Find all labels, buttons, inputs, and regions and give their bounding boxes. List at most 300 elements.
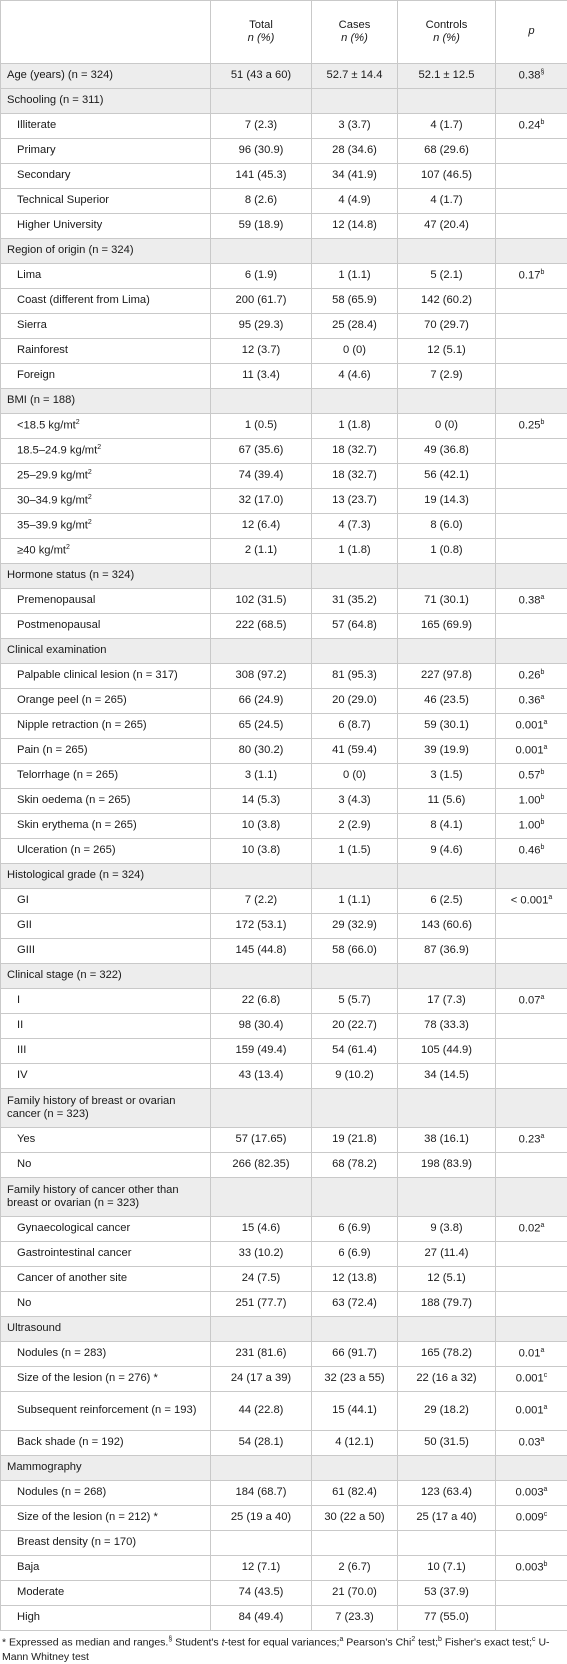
table-row <box>1 264 567 289</box>
p-value-cell-text: 0.009 <box>516 1512 544 1524</box>
p-value-cell <box>496 1317 567 1342</box>
total-cell <box>211 739 312 764</box>
cases-cell-text: 5 (5.7) <box>338 994 370 1006</box>
controls-cell-text: 142 (60.2) <box>421 294 472 306</box>
cases-cell <box>312 289 398 314</box>
unit-superscript: 2 <box>88 519 92 526</box>
p-value-cell <box>496 739 567 764</box>
unit-superscript: 2 <box>66 544 70 551</box>
row-label-cell-text: Size of the lesion (n = 276) * <box>17 1372 158 1384</box>
controls-cell <box>398 164 496 189</box>
cases-cell-text: 61 (82.4) <box>332 1486 377 1498</box>
controls-cell <box>398 1267 496 1292</box>
controls-cell-text: 11 (5.6) <box>428 794 466 806</box>
row-label-cell <box>1 1178 211 1217</box>
controls-cell <box>398 814 496 839</box>
total-cell-text: 57 (17.65) <box>236 1133 287 1145</box>
p-value-cell <box>496 364 567 389</box>
row-label-cell <box>1 589 211 614</box>
cases-cell <box>312 1431 398 1456</box>
p-value-cell <box>496 1531 567 1556</box>
p-value-cell <box>496 639 567 664</box>
cases-cell-text: 28 (34.6) <box>332 144 377 156</box>
cases-cell <box>312 664 398 689</box>
controls-cell <box>398 1556 496 1581</box>
p-value-cell <box>496 1392 567 1431</box>
controls-cell <box>398 1531 496 1556</box>
p-value-cell <box>496 1039 567 1064</box>
total-cell <box>211 1606 312 1631</box>
total-cell-text: 10 (3.8) <box>242 844 281 856</box>
row-label-cell-text: Family history of breast or ovarian cancer (n = 323) <box>7 1095 176 1120</box>
total-cell-text: 3 (1.1) <box>245 769 277 781</box>
controls-cell-text: 9 (4.6) <box>430 844 462 856</box>
p-value-cell <box>496 1431 567 1456</box>
row-label-cell <box>1 889 211 914</box>
row-label-cell-text: Sierra <box>17 319 47 331</box>
cases-cell <box>312 1178 398 1217</box>
cases-cell-text: 1 (1.1) <box>338 894 370 906</box>
row-label-cell-text: Mammography <box>7 1461 82 1473</box>
table-row <box>1 1014 567 1039</box>
row-label-cell <box>1 1217 211 1242</box>
controls-cell-text: 52.1 ± 12.5 <box>419 69 475 81</box>
total-cell-text: 11 (3.4) <box>242 369 280 381</box>
controls-cell <box>398 239 496 264</box>
footnote-sup: a <box>339 1636 343 1643</box>
total-cell <box>211 914 312 939</box>
row-label-cell-text: Region of origin (n = 324) <box>7 244 134 256</box>
row-label-cell-text: Gastrointestinal cancer <box>17 1247 131 1259</box>
controls-cell-text: 25 (17 a 40) <box>416 1511 476 1523</box>
row-label-cell-text: 25–29.9 kg/mt <box>17 470 88 482</box>
table-row <box>1 1242 567 1267</box>
total-cell-text: 12 (3.7) <box>242 344 281 356</box>
row-label-cell-text: 18.5–24.9 kg/mt <box>17 445 97 457</box>
table-body <box>1 64 567 1631</box>
row-label-cell <box>1 564 211 589</box>
cases-cell-text: 66 (91.7) <box>332 1347 377 1359</box>
controls-cell <box>398 1581 496 1606</box>
total-cell-text: 32 (17.0) <box>239 494 284 506</box>
section-row <box>1 564 567 589</box>
total-cell-text: 51 (43 a 60) <box>231 69 291 81</box>
controls-cell <box>398 639 496 664</box>
test-superscript: b <box>540 794 544 801</box>
test-superscript: a <box>544 1404 548 1411</box>
p-value-cell-text: 0.001 <box>516 1405 544 1417</box>
total-cell-text: 141 (45.3) <box>236 169 287 181</box>
total-cell-text: 12 (6.4) <box>242 519 281 531</box>
controls-cell <box>398 389 496 414</box>
total-cell <box>211 1431 312 1456</box>
p-value-cell <box>496 339 567 364</box>
cases-cell-text: 21 (70.0) <box>332 1586 377 1598</box>
row-label-cell <box>1 489 211 514</box>
row-label-cell-text: Hormone status (n = 324) <box>7 569 134 581</box>
total-cell-text: 96 (30.9) <box>239 144 284 156</box>
row-label-cell-text: Telorrhage (n = 265) <box>17 769 118 781</box>
section-row <box>1 389 567 414</box>
cases-cell <box>312 1217 398 1242</box>
row-label-cell <box>1 139 211 164</box>
footnote-sup: 2 <box>411 1636 415 1643</box>
row-label-cell-text: Cancer of another site <box>17 1272 127 1284</box>
cases-cell <box>312 264 398 289</box>
controls-cell-text: 9 (3.8) <box>430 1222 462 1234</box>
row-label-cell-text: Illiterate <box>17 119 56 131</box>
total-cell <box>211 1367 312 1392</box>
table-row <box>1 1481 567 1506</box>
total-cell-text: 12 (7.1) <box>242 1561 281 1573</box>
p-value-cell-text: 0.001 <box>516 1373 544 1385</box>
total-cell-text: 1 (0.5) <box>245 419 277 431</box>
cases-cell-text: 19 (21.8) <box>332 1133 377 1145</box>
cases-cell-text: 32 (23 a 55) <box>324 1372 384 1384</box>
p-value-cell-text: 0.02 <box>519 1223 541 1235</box>
cases-cell <box>312 789 398 814</box>
cases-cell <box>312 1039 398 1064</box>
p-value-cell <box>496 1456 567 1481</box>
p-value-cell <box>496 1606 567 1631</box>
row-label-cell-text: 35–39.9 kg/mt <box>17 520 88 532</box>
p-value-cell <box>496 939 567 964</box>
footnote-sup: § <box>168 1636 172 1643</box>
test-superscript: c <box>544 1511 548 1518</box>
total-cell <box>211 1506 312 1531</box>
section-row <box>1 1456 567 1481</box>
test-superscript: b <box>540 769 544 776</box>
cases-cell-text: 7 (23.3) <box>335 1611 374 1623</box>
section-row <box>1 1178 567 1217</box>
row-label-cell-text: Technical Superior <box>17 194 109 206</box>
total-cell-text: 231 (81.6) <box>236 1347 287 1359</box>
p-value-cell <box>496 814 567 839</box>
p-value-cell-text: 1.00 <box>519 795 541 807</box>
controls-cell-text: 53 (37.9) <box>424 1586 469 1598</box>
total-cell-text: 8 (2.6) <box>245 194 277 206</box>
total-cell <box>211 314 312 339</box>
table-row <box>1 1217 567 1242</box>
cases-cell-text: 3 (3.7) <box>338 119 370 131</box>
table-row <box>1 1392 567 1431</box>
footnote-text: * Expressed as median and ranges. <box>2 1637 168 1649</box>
total-cell <box>211 814 312 839</box>
table-row <box>1 739 567 764</box>
total-cell <box>211 364 312 389</box>
controls-cell-text: 165 (69.9) <box>421 619 472 631</box>
row-label-cell-text: Orange peel (n = 265) <box>17 694 127 706</box>
row-label-cell <box>1 1014 211 1039</box>
total-cell <box>211 1089 312 1128</box>
total-cell <box>211 1178 312 1217</box>
table-row <box>1 539 567 564</box>
cases-cell <box>312 539 398 564</box>
footnote-text: Student's <box>172 1637 221 1649</box>
controls-cell <box>398 789 496 814</box>
total-cell-text: 98 (30.4) <box>239 1019 284 1031</box>
table-row <box>1 364 567 389</box>
p-value-cell <box>496 189 567 214</box>
table-row <box>1 514 567 539</box>
controls-cell <box>398 414 496 439</box>
table-row <box>1 1342 567 1367</box>
cases-cell <box>312 939 398 964</box>
controls-cell <box>398 589 496 614</box>
controls-cell <box>398 1153 496 1178</box>
total-cell <box>211 89 312 114</box>
footnote-text: test; <box>415 1637 438 1649</box>
row-label-cell <box>1 639 211 664</box>
p-value-cell <box>496 989 567 1014</box>
controls-cell <box>398 1178 496 1217</box>
controls-cell <box>398 364 496 389</box>
p-value-cell-text: < 0.001 <box>511 895 549 907</box>
table-row <box>1 1064 567 1089</box>
total-cell <box>211 939 312 964</box>
controls-cell-text: 22 (16 a 32) <box>416 1372 476 1384</box>
controls-cell <box>398 214 496 239</box>
controls-cell-text: 38 (16.1) <box>424 1133 469 1145</box>
p-value-cell-text: 0.38 <box>519 70 541 82</box>
table-row <box>1 1606 567 1631</box>
controls-cell <box>398 114 496 139</box>
row-label-cell <box>1 89 211 114</box>
unit-superscript: 2 <box>76 419 80 426</box>
table-row <box>1 1039 567 1064</box>
controls-cell <box>398 739 496 764</box>
row-label-cell-text: Premenopausal <box>17 594 95 606</box>
row-label-cell <box>1 1039 211 1064</box>
cases-cell-text: 31 (35.2) <box>332 594 377 606</box>
p-value-cell <box>496 239 567 264</box>
row-label-cell <box>1 64 211 89</box>
section-row <box>1 64 567 89</box>
row-label-cell-text: ≥40 kg/mt <box>17 545 66 557</box>
cases-cell <box>312 589 398 614</box>
total-cell <box>211 1217 312 1242</box>
cases-cell <box>312 714 398 739</box>
section-row <box>1 964 567 989</box>
controls-cell-text: 198 (83.9) <box>421 1158 472 1170</box>
row-label-cell-text: GII <box>17 919 32 931</box>
test-superscript: a <box>540 694 544 701</box>
row-label-cell-text: Yes <box>17 1133 35 1145</box>
total-cell-text: 159 (49.4) <box>236 1044 287 1056</box>
cases-cell <box>312 1242 398 1267</box>
table-row <box>1 214 567 239</box>
controls-cell-text: 8 (4.1) <box>430 819 462 831</box>
controls-cell-text: 71 (30.1) <box>424 594 469 606</box>
cases-cell-text: 2 (6.7) <box>338 1561 370 1573</box>
total-cell <box>211 264 312 289</box>
controls-cell-text: 47 (20.4) <box>424 219 469 231</box>
row-label-cell-text: Foreign <box>17 369 55 381</box>
row-label-cell <box>1 789 211 814</box>
row-label-cell <box>1 214 211 239</box>
row-label-cell <box>1 1064 211 1089</box>
row-label-cell <box>1 1531 211 1556</box>
p-value-cell <box>496 1128 567 1153</box>
controls-cell-text: 12 (5.1) <box>427 1272 466 1284</box>
row-label-cell-text: GI <box>17 894 29 906</box>
test-superscript: b <box>540 419 544 426</box>
controls-cell-text: 68 (29.6) <box>424 144 469 156</box>
section-row <box>1 1317 567 1342</box>
controls-cell-text: 107 (46.5) <box>421 169 472 181</box>
row-label-cell-text: BMI (n = 188) <box>7 394 75 406</box>
total-cell-text: 25 (19 a 40) <box>231 1511 291 1523</box>
p-value-cell <box>496 1342 567 1367</box>
total-cell-text: 74 (39.4) <box>239 469 284 481</box>
controls-cell-text: 6 (2.5) <box>430 894 462 906</box>
total-cell-text: 184 (68.7) <box>236 1486 287 1498</box>
cases-cell <box>312 864 398 889</box>
p-value-cell-text: 0.57 <box>519 770 541 782</box>
total-cell <box>211 514 312 539</box>
row-label-cell-text: Back shade (n = 192) <box>17 1436 124 1448</box>
cases-cell <box>312 89 398 114</box>
controls-cell <box>398 339 496 364</box>
cases-cell <box>312 514 398 539</box>
row-label-cell <box>1 264 211 289</box>
total-cell <box>211 1039 312 1064</box>
row-label-cell <box>1 1128 211 1153</box>
cases-cell <box>312 764 398 789</box>
row-label-cell-text: No <box>17 1158 31 1170</box>
p-value-cell-text: 0.46 <box>519 845 541 857</box>
row-label-cell-text: Postmenopausal <box>17 619 100 631</box>
cases-cell <box>312 889 398 914</box>
header-variable <box>1 1 211 64</box>
controls-cell <box>398 889 496 914</box>
cases-cell-text: 25 (28.4) <box>332 319 377 331</box>
total-cell <box>211 189 312 214</box>
cases-cell-text: 6 (6.9) <box>338 1247 370 1259</box>
controls-cell <box>398 464 496 489</box>
p-value-cell <box>496 1064 567 1089</box>
row-label-cell <box>1 314 211 339</box>
test-superscript: a <box>544 744 548 751</box>
controls-cell <box>398 289 496 314</box>
table-row <box>1 764 567 789</box>
controls-cell <box>398 89 496 114</box>
cases-cell-text: 20 (29.0) <box>332 694 377 706</box>
total-cell <box>211 839 312 864</box>
controls-cell-text: 17 (7.3) <box>427 994 466 1006</box>
p-value-cell <box>496 439 567 464</box>
cases-cell <box>312 114 398 139</box>
row-label-cell <box>1 389 211 414</box>
p-value-cell <box>496 789 567 814</box>
row-label-cell <box>1 739 211 764</box>
row-label-cell <box>1 1089 211 1128</box>
row-label-cell-text: Subsequent reinforcement (n = 193) <box>17 1404 196 1416</box>
total-cell <box>211 539 312 564</box>
controls-cell <box>398 914 496 939</box>
cases-cell-text: 4 (4.9) <box>338 194 370 206</box>
controls-cell-text: 8 (6.0) <box>430 519 462 531</box>
p-value-cell <box>496 1178 567 1217</box>
cases-cell <box>312 1292 398 1317</box>
p-value-cell <box>496 889 567 914</box>
cases-cell <box>312 1317 398 1342</box>
row-label-cell <box>1 1342 211 1367</box>
cases-cell <box>312 489 398 514</box>
cases-cell-text: 4 (7.3) <box>338 519 370 531</box>
test-superscript: a <box>540 994 544 1001</box>
test-superscript: a <box>544 1486 548 1493</box>
total-cell-text: 66 (24.9) <box>239 694 284 706</box>
p-value-cell-text: 0.36 <box>519 695 541 707</box>
controls-cell-text: 3 (1.5) <box>430 769 462 781</box>
table-row <box>1 664 567 689</box>
test-superscript: b <box>544 1561 548 1568</box>
table-row <box>1 1128 567 1153</box>
row-label-cell-text: Nodules (n = 283) <box>17 1347 106 1359</box>
p-value-cell <box>496 764 567 789</box>
total-cell-text: 84 (49.4) <box>239 1611 284 1623</box>
row-label-cell <box>1 114 211 139</box>
controls-cell-text: 59 (30.1) <box>424 719 469 731</box>
unit-superscript: 2 <box>88 494 92 501</box>
p-value-cell <box>496 389 567 414</box>
p-value-cell <box>496 64 567 89</box>
row-label-cell <box>1 464 211 489</box>
cases-cell <box>312 914 398 939</box>
cases-cell-text: 9 (10.2) <box>335 1069 374 1081</box>
p-value-cell <box>496 614 567 639</box>
cases-cell <box>312 839 398 864</box>
table-row <box>1 1267 567 1292</box>
test-superscript: a <box>544 719 548 726</box>
row-label-cell-text: II <box>17 1019 23 1031</box>
total-cell <box>211 964 312 989</box>
controls-cell <box>398 539 496 564</box>
total-cell-text: 145 (44.8) <box>236 944 287 956</box>
cases-cell <box>312 739 398 764</box>
controls-cell <box>398 664 496 689</box>
table-row <box>1 1367 567 1392</box>
p-value-cell <box>496 1506 567 1531</box>
cases-cell-text: 18 (32.7) <box>332 444 377 456</box>
test-superscript: b <box>540 119 544 126</box>
controls-cell-text: 49 (36.8) <box>424 444 469 456</box>
controls-cell-text: 46 (23.5) <box>424 694 469 706</box>
row-label-cell <box>1 664 211 689</box>
total-cell <box>211 789 312 814</box>
footnote-italic: t <box>222 1637 225 1649</box>
row-label-cell-text: Coast (different from Lima) <box>17 294 150 306</box>
cases-cell <box>312 164 398 189</box>
row-label-cell <box>1 839 211 864</box>
total-cell <box>211 1153 312 1178</box>
table-row <box>1 889 567 914</box>
cases-cell-text: 1 (1.8) <box>338 544 370 556</box>
p-value-cell <box>496 264 567 289</box>
cases-cell <box>312 1128 398 1153</box>
cases-cell-text: 4 (4.6) <box>338 369 370 381</box>
controls-cell-text: 10 (7.1) <box>427 1561 466 1573</box>
test-superscript: § <box>540 69 544 76</box>
row-label-cell <box>1 189 211 214</box>
controls-cell-text: 105 (44.9) <box>421 1044 472 1056</box>
p-value-cell <box>496 839 567 864</box>
row-label-cell <box>1 514 211 539</box>
table-row <box>1 189 567 214</box>
cases-cell-text: 68 (78.2) <box>332 1158 377 1170</box>
section-row <box>1 1089 567 1128</box>
